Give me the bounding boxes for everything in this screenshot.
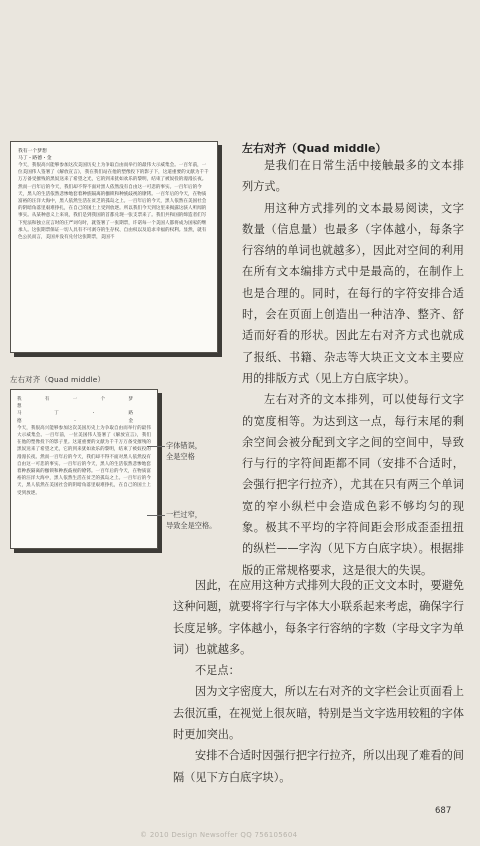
sample-heading: 我有一个梦想	[18, 149, 47, 154]
body-paragraph: 是我们在日常生活中接触最多的文本排列方式。	[242, 159, 464, 194]
annotation-narrow-column	[166, 509, 216, 531]
annotation-leader-line	[147, 515, 165, 516]
section-title: 左右对齐（Quad middle）	[242, 142, 387, 155]
sample-body: 今天，我很高兴能够参加这次美国历史上为争取自由而举行的最伟大示威集会。一百年前，一位美国伟人签署了《解放宣言》，我在我们站在他的塑像投下的影子下，这道重要的文献为千千万万备受摧残的黑奴送来了希望之光，它的到来犹如欢乐的黎明，结束了被奴役的漫漫长夜。然而一百年后的今天，我们却不得不面对黑人依然没有自由这一可悲的事实。一百年后的今天，黑人的生活依然悲惨地套着种族隔离的枷锁和种族歧视的镣铐。一百年后的今天，在物质富裕的汪洋大海中，黑人依然生活在贫乏的孤岛之上。一百年后的今天，黑人依然在美国社会的阴暗角落里艰难挣扎，在自己的国土上受到放逐。所以我们今天到这里来揭露这骇人听闻的事实。从某种意义上来说，我们是到我国的首都兑现一张支票来了。我们共和国的缔造者们写下宪法和独立宣言时的庄严词句时，就签署了一张期票，许诺每一个美国人都将成为国家的继承人。这张期票保证一切人具有不可剥夺的生存权、自由权以及追求幸福的权利。显然，就有色公民而言，美国并没有兑付这张期票，美国不	[18, 163, 209, 241]
body-paragraph: 因此，在应用这种方式排列大段的正文文本时，要避免这种问题，就要将字行与字体大小联系起来考虑，确保字行长度足够。字体越小，每条字行容纳的字数（字母文字为单词）也就越多。	[173, 579, 464, 656]
narrow-sample-heading: 我有一个梦想	[17, 397, 151, 410]
annotation-line: 全是空格	[166, 452, 195, 461]
narrow-sample-author: 马丁・路德・金	[17, 411, 151, 424]
body-paragraph: 因为文字密度大，所以左右对齐的文字栏会让页面看上去很沉重，在视觉上很灰暗，特别是当文字选用较粗的字体时更加突出。	[173, 685, 464, 742]
annotation-font-error	[166, 440, 202, 462]
watermark-text: © 2010 Design Newsoffer QQ 756105604	[140, 831, 298, 839]
justified-text-sample-card	[10, 141, 218, 353]
body-paragraph: 左右对齐的文本排列，可以使每行文字的宽度相等。为达到这一点，每行末尾的剩余空间会被分配到文字之间的空间中，导致行与行的字符间距都不同（安排不合适时，会强行把字行拉齐），尤其在只有两三个单词宽的窄小纵栏中会造成色彩不够均匀的现象。极其不平均的字符间距会形成歪歪扭扭的纵栏——字沟（见下方白底字块）。根据排版的正常规格要求，这是很大的失误。	[242, 393, 464, 577]
page-number: 687	[435, 806, 452, 816]
figure-caption: 左右对齐（Quad middle）	[10, 375, 106, 384]
body-paragraph: 用这种方式排列的文本最易阅读，文字数量（信息量）也最多（字体越小，每条字行容纳的单词也就越多），因此对空间的利用在所有文本编排方式中是最高的，在制作上也是合理的。同时，在每行的字符安排合适时，会在页面上创造出一种洁净、整齐、舒适而好看的形状。因此左右对齐方式也就成了报纸、书籍、杂志等大块正文文本主要应用的排版方式（见上方白底字块）。	[242, 201, 464, 385]
body-paragraph: 安排不合适时因强行把字行拉齐，所以出现了难看的间隔（见下方白底字块）。	[173, 749, 464, 784]
annotation-line: 导致全是空格。	[166, 521, 217, 530]
narrow-sample-body: 今天，我很高兴能够参加这次美国历史上为争取自由而举行的最伟大示威集会。一百年前，一位美国伟人签署了《解放宣言》，我们在他的塑像投下的影子里。这道重要的文献为千千万万备受摧残的黑奴送来了希望之光，它的到来犹如欢乐的黎明，结束了被奴役的漫漫长夜。然而一百年后的今天，我们却不得不面对黑人依然没有自由这一可悲的事实。一百年后的今天，黑人的生活依然悲惨地套着种族隔离的枷锁和种族歧视的镣铐。一百年后的今天，在物质富裕的汪洋大海中，黑人依然生活在贫乏的孤岛之上。一百年后的今天，黑人依然在美国社会的阴暗角落里艰难挣扎，在自己的国土上受到放逐。	[17, 425, 151, 496]
narrow-column-sample-card	[10, 389, 158, 549]
annotation-line: 字体错误，	[166, 441, 202, 450]
annotation-leader-line	[147, 446, 165, 447]
body-column	[242, 155, 464, 581]
sample-author: 马丁・路德・金	[18, 156, 52, 161]
body-wide-column	[173, 575, 464, 788]
annotation-line: 一栏过窄，	[166, 510, 202, 519]
body-paragraph: 不足点：	[195, 664, 240, 678]
